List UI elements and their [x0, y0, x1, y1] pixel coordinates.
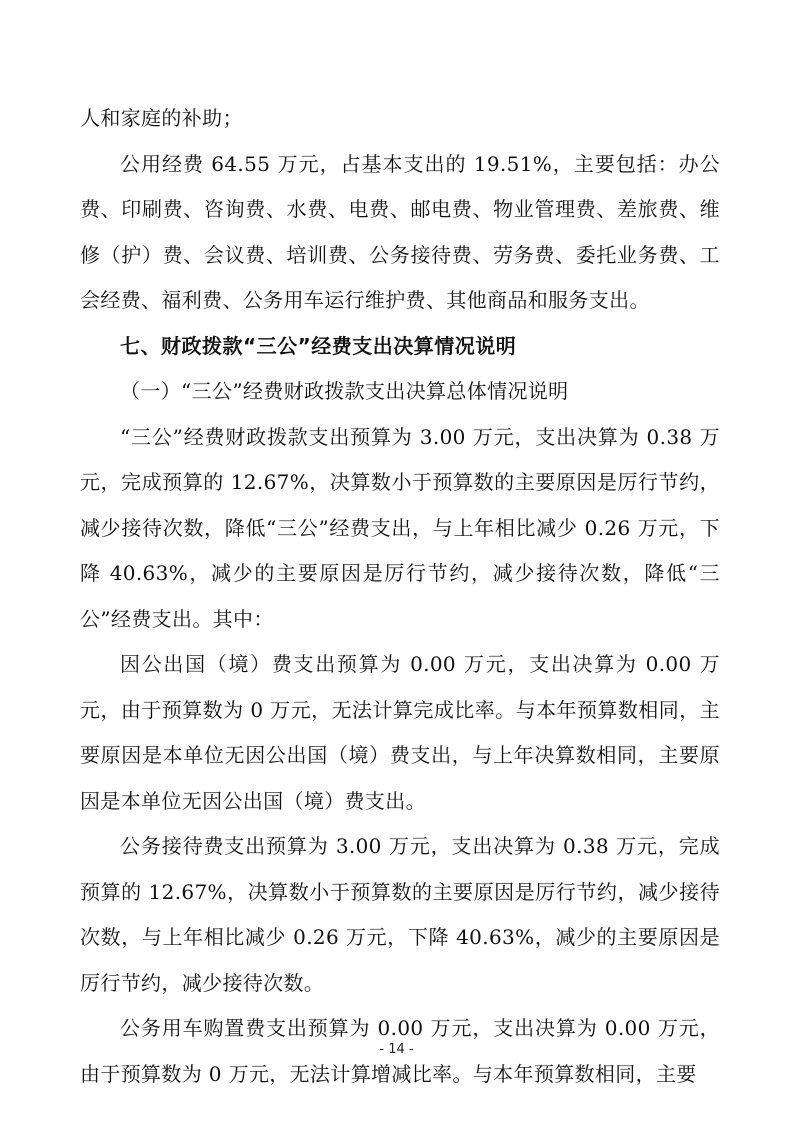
paragraph-official-reception: 公务接待费支出预算为 3.00 万元，支出决算为 0.38 万元，完成预算的 12.67%，决算数小于预算数的主要原因是厉行节约，减少接待次数，与上年相比减少 0.26 万元，下降 40.63%，减少的主要原因是厉行节约，减少接待次数。 — [80, 834, 720, 995]
subsection-heading: （一）“三公”经费财政拨款支出决算总体情况说明 — [120, 379, 569, 403]
paragraph-overseas-travel: 因公出国（境）费支出预算为 0.00 万元，支出决算为 0.00 万元，由于预算数为 0 万元，无法计算完成比率。与本年预算数相同，主要原因是本单位无因公出国（境）费支出，与上年决算数相同，主要原因是本单位无因公出国（境）费支出。 — [80, 652, 720, 813]
paragraph-vehicle-purchase: 公务用车购置费支出预算为 0.00 万元，支出决算为 0.00 万元，由于预算数为 0 万元，无法计算增减比率。与本年预算数相同，主要 — [80, 1016, 720, 1086]
page-number: - 14 - — [379, 1042, 414, 1057]
page-content — [80, 96, 720, 1097]
paragraph-public-expenses: 公用经费 64.55 万元，占基本支出的 19.51%，主要包括：办公费、印刷费、咨询费、水费、电费、邮电费、物业管理费、差旅费、维修（护）费、会议费、培训费、公务接待费、劳务费、委托业务费、工会经费、福利费、公务用车运行维护费、其他商品和服务支出。 — [80, 151, 720, 312]
section-heading: 七、财政拨款“三公”经费支出决算情况说明 — [120, 333, 517, 358]
paragraph-three-public-summary: “三公”经费财政拨款支出预算为 3.00 万元，支出决算为 0.38 万元，完成预算的 12.67%，决算数小于预算数的主要原因是厉行节约，减少接待次数，降低“三公”经费支出，与上年相比减少 0.26 万元，下降 40.63%，减少的主要原因是厉行节约，减少接待次数，降低“三公”经费支出。其中： — [80, 424, 720, 631]
paragraph-continuation: 人和家庭的补助； — [80, 106, 243, 130]
